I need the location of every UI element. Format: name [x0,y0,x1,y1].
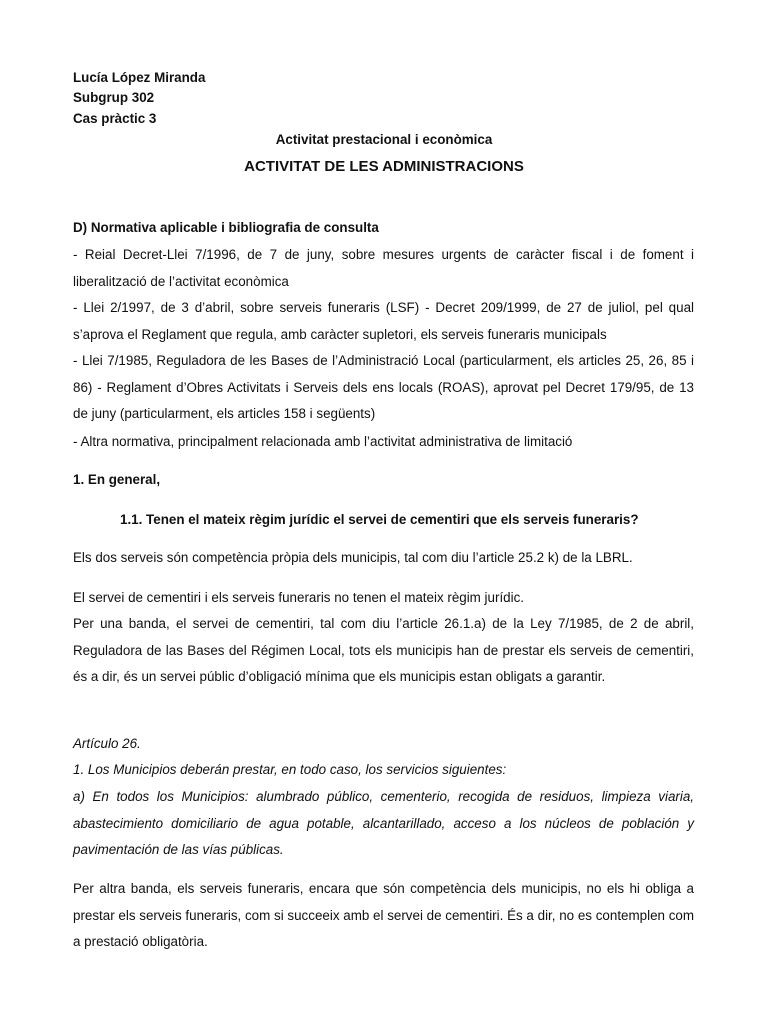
section-d-heading: D) Normativa aplicable i bibliografia de consulta [73,220,379,235]
document-subtitle: Activitat prestacional i econòmica [275,132,493,147]
regulation-item: - Reial Decret-Llei 7/1996, de 7 de juny, sobre mesures urgents de caràcter fiscal i de foment i liberalització de l’activitat econòmica [73,247,694,289]
paragraph: Per una banda, el servei de cementiri, tal com diu l’article 26.1.a) de la Ley 7/1985, de 2 de abril, Reguladora de las Bases del Régimen Local, tots els municipis han de prestar els serveis de cementiri, és a dir, és un servei públic d’obligació mínima que els municipis estan obligats a garantir. [73,616,694,684]
paragraph: Per altra banda, els serveis funeraris, encara que són competència dels municipis, no els hi obliga a prestar els serveis funeraris, com si succeeix amb el servei de cementiri. És a dir, no es contemplen com a prestació obligatòria. [73,881,694,949]
quote-title: Artículo 26. [73,736,141,751]
document-title: ACTIVITAT DE LES ADMINISTRACIONS [244,158,524,175]
paragraph: El servei de cementiri i els serveis funeraris no tenen el mateix règim jurídic. [73,590,524,605]
paragraph: Els dos serveis són competència pròpia dels municipis, tal com diu l’article 25.2 k) de la LBRL. [73,550,633,565]
regulation-item: - Altra normativa, principalment relacionada amb l’activitat administrativa de limitació [73,434,573,449]
question-1-1: 1.1. Tenen el mateix règim jurídic el servei de cementiri que els serveis funeraris? [120,512,639,527]
regulation-item: - Llei 2/1997, de 3 d’abril, sobre serveis funeraris (LSF) - Decret 209/1999, de 27 de juliol, pel qual s’aprova el Reglament que regula, amb caràcter supletori, els serveis funeraris municipals [73,300,694,342]
section-1-heading: 1. En general, [73,472,161,487]
author-name: Lucía López Miranda [73,70,206,85]
regulation-item: - Llei 7/1985, Reguladora de les Bases de l’Administració Local (particularment, els articles 25, 26, 85 i 86) - Reglament d’Obres Activitats i Serveis dels ens locals (ROAS), aprovat pel Decret 179/95, de 13 de juny (particularment, els articles 158 i següents) [73,353,694,421]
author-group: Subgrup 302 [73,90,155,105]
quote-line: 1. Los Municipios deberán prestar, en todo caso, los servicios siguientes: [73,762,507,777]
case-label: Cas pràctic 3 [73,111,157,126]
quote-line: a) En todos los Municipios: alumbrado público, cementerio, recogida de residuos, limpieza viaria, abastecimiento domiciliario de agua potable, alcantarillado, acceso a los núcleos de población y pavimentación de las vías públicas. [73,789,694,857]
